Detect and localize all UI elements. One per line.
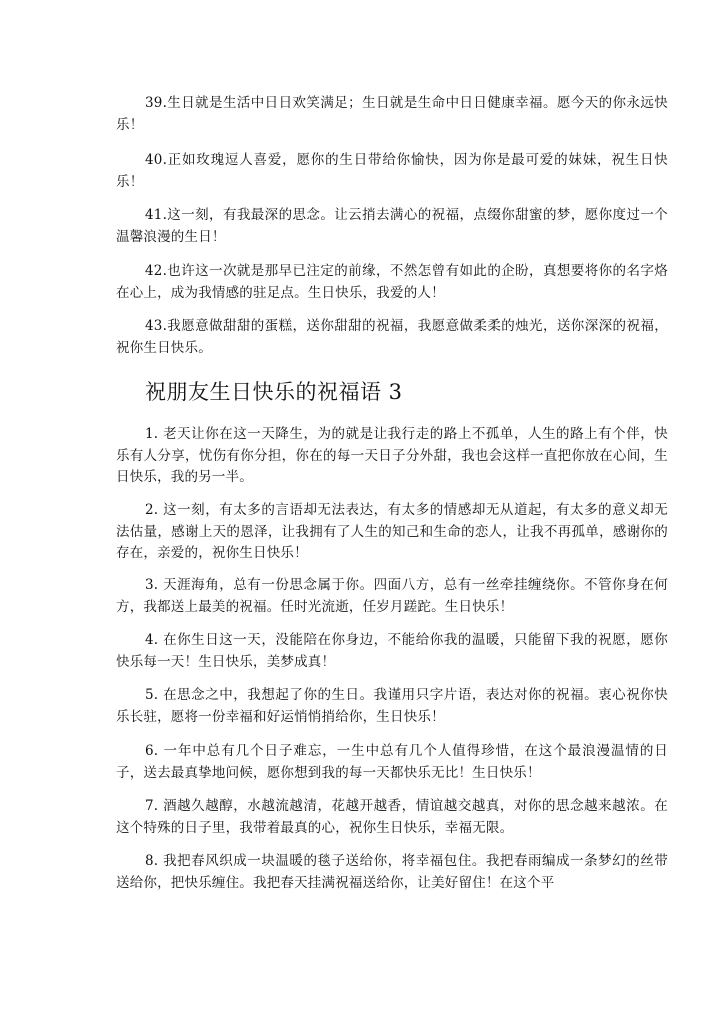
- paragraph-8: 8. 我把春风织成一块温暖的毯子送给你，将幸福包住。我把春雨编成一条梦幻的丝带送给你，把快乐缠住。我把春天挂满祝福送给你，让美好留住！在这个平: [116, 853, 668, 891]
- paragraph-42: 42.也许这一次就是那早已注定的前缘，不然怎曾有如此的企盼，真想要将你的名字烙在心上，成为我情感的驻足点。生日快乐，我爱的人！: [116, 263, 668, 301]
- paragraph-39: 39.生日就是生活中日日欢笑满足；生日就是生命中日日健康幸福。愿今天的你永远快乐！: [116, 95, 668, 133]
- paragraph-4: 4. 在你生日这一天，没能陪在你身边，不能给你我的温暖，只能留下我的祝愿，愿你快乐每一天！生日快乐，美梦成真！: [116, 632, 668, 670]
- paragraph-43: 43.我愿意做甜甜的蛋糕，送你甜甜的祝福，我愿意做柔柔的烛光，送你深深的祝福，祝你生日快乐。: [116, 318, 668, 356]
- paragraph-1: 1. 老天让你在这一天降生，为的就是让我行走的路上不孤单，人生的路上有个伴，快乐有人分享，忧伤有你分担，你在的每一天日子分外甜，我也会这样一直把你放在心间，生日快乐，我的另一半。: [116, 426, 668, 485]
- paragraph-3: 3. 天涯海角，总有一份思念属于你。四面八方，总有一丝牵挂缠绕你。不管你身在何方，我都送上最美的祝福。任时光流逝，任岁月蹉跎。生日快乐！: [116, 577, 668, 615]
- paragraph-40: 40.正如玫瑰逗人喜爱，愿你的生日带给你愉快，因为你是最可爱的妹妹，祝生日快乐！: [116, 152, 668, 190]
- section-heading: 祝朋友生日快乐的祝福语 3: [145, 380, 403, 404]
- paragraph-6: 6. 一年中总有几个日子难忘，一生中总有几个人值得珍惜，在这个最浪漫温情的日子，送去最真挚地问候，愿你想到我的每一天都快乐无比！生日快乐！: [116, 743, 668, 781]
- paragraph-2: 2. 这一刻，有太多的言语却无法表达，有太多的情感却无从道起，有太多的意义却无法估量，感谢上天的恩泽，让我拥有了人生的知己和生命的恋人，让我不再孤单，感谢你的存在，亲爱的，祝你生日快乐！: [116, 502, 668, 561]
- paragraph-5: 5. 在思念之中，我想起了你的生日。我谨用只字片语，表达对你的祝福。衷心祝你快乐长驻，愿将一份幸福和好运悄悄捎给你，生日快乐！: [116, 687, 668, 725]
- paragraph-41: 41.这一刻，有我最深的思念。让云捎去满心的祝福，点缀你甜蜜的梦，愿你度过一个温馨浪漫的生日！: [116, 207, 668, 245]
- paragraph-7: 7. 酒越久越醇，水越流越清，花越开越香，情谊越交越真，对你的思念越来越浓。在这个特殊的日子里，我带着最真的心，祝你生日快乐，幸福无限。: [116, 798, 668, 836]
